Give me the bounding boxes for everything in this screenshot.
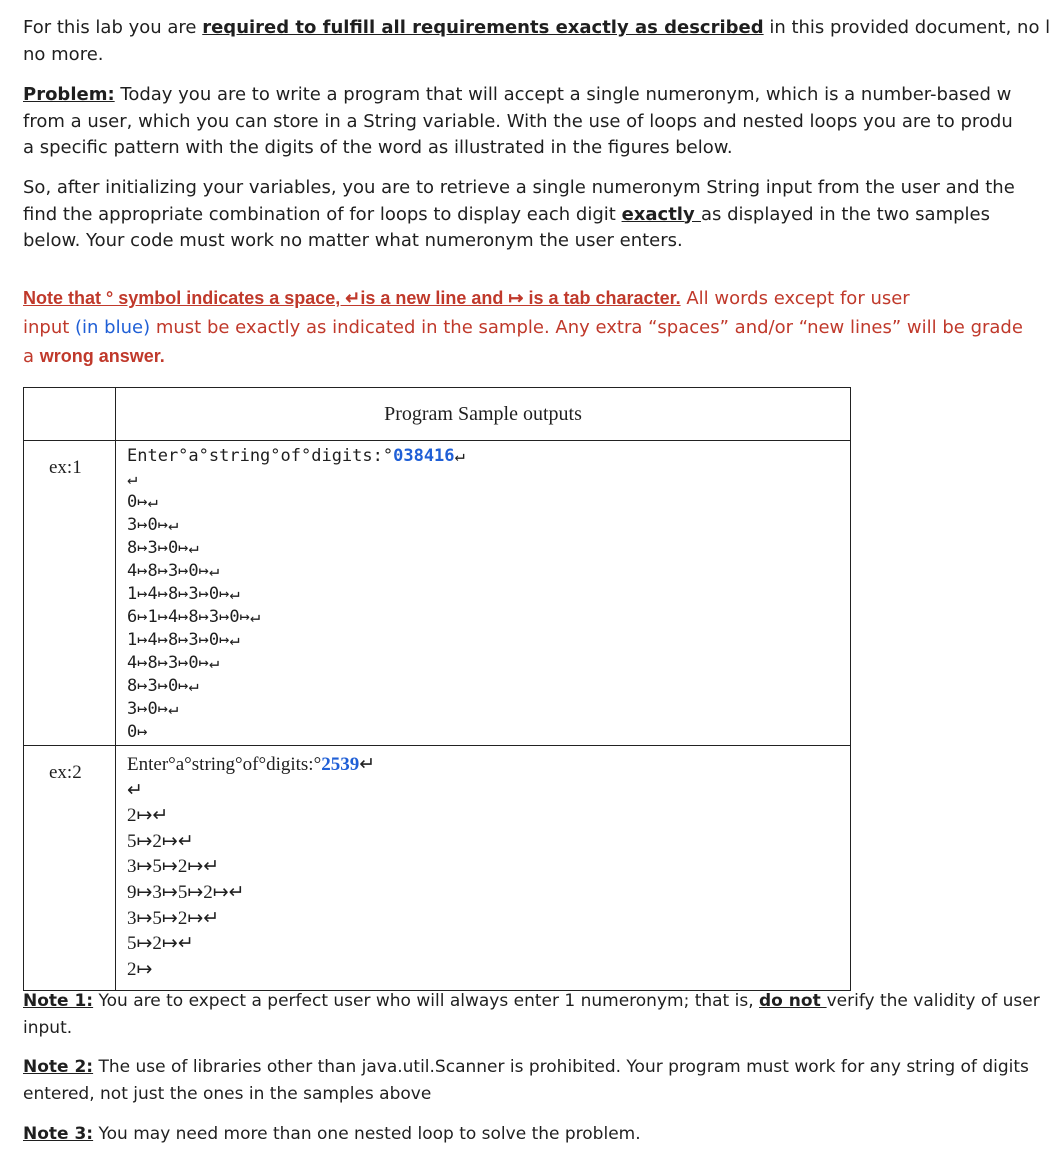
output-line: 8↦3↦0↦↵ bbox=[127, 538, 199, 558]
output-line: 1↦4↦8↦3↦0↦↵ bbox=[127, 584, 240, 604]
symbols-legend: Note that ° symbol indicates a space, ↵is a new line and ↦ is a tab character. bbox=[23, 288, 681, 308]
instructions-paragraph bbox=[23, 175, 1015, 255]
wrong-answer-label: wrong answer. bbox=[39, 346, 165, 366]
table-header-row bbox=[24, 388, 851, 441]
problem-line-2: from a user, which you can store in a String variable. With the use of loops and nested loops you are to produ bbox=[23, 110, 1013, 132]
note-1-text-end: verify the validity of user bbox=[826, 991, 1040, 1011]
output-line: ↵ bbox=[127, 469, 138, 489]
instructions-line-2: find the appropriate combination of for loops to display each digit bbox=[23, 203, 622, 225]
symbols-note-line-2-end: must be exactly as indicated in the sample. Any extra “spaces” and/or “new lines” will be grade bbox=[150, 317, 1023, 338]
prompt-line: Enter°a°string°of°digits:°038416↵ bbox=[127, 446, 465, 466]
problem-label: Problem: bbox=[23, 84, 115, 105]
symbols-note-line-2: input bbox=[23, 317, 76, 338]
user-input: 038416 bbox=[393, 446, 455, 466]
output-line: 6↦1↦4↦8↦3↦0↦↵ bbox=[127, 607, 261, 627]
output-line: 4↦8↦3↦0↦↵ bbox=[127, 653, 220, 673]
instructions-line-1: So, after initializing your variables, you are to retrieve a single numeronym String input from the user and the bbox=[23, 177, 1015, 198]
output-line: 9↦3↦5↦2↦↵ bbox=[127, 881, 245, 903]
note-1-label: Note 1: bbox=[23, 991, 94, 1011]
note-3-text: You may need more than one nested loop to solve the problem. bbox=[93, 1124, 641, 1144]
example-label: ex:1 bbox=[24, 441, 116, 746]
intro-text: For this lab you are bbox=[23, 17, 203, 38]
instructions-line-3: below. Your code must work no matter what numeronym the user enters. bbox=[23, 230, 683, 251]
table-header: Program Sample outputs bbox=[116, 388, 851, 441]
note-2-label: Note 2: bbox=[23, 1057, 94, 1077]
intro-paragraph bbox=[23, 15, 1050, 68]
instructions-line-2-end: as displayed in the two samples bbox=[700, 203, 990, 225]
intro-emphasis: required to fulfill all requirements exactly as described bbox=[202, 17, 764, 38]
example-label: ex:2 bbox=[24, 746, 116, 991]
output-line: 4↦8↦3↦0↦↵ bbox=[127, 561, 220, 581]
output-line: 3↦0↦↵ bbox=[127, 699, 179, 719]
user-input: 2539 bbox=[321, 754, 360, 775]
output-line: ↵ bbox=[127, 779, 143, 801]
output-line: 5↦2↦↵ bbox=[127, 933, 194, 955]
note-3-label: Note 3: bbox=[23, 1124, 94, 1144]
symbols-note-line-3: a bbox=[23, 346, 40, 367]
output-lines bbox=[127, 778, 850, 983]
output-line: 1↦4↦8↦3↦0↦↵ bbox=[127, 630, 240, 650]
note-1-line-2: input. bbox=[23, 1017, 73, 1038]
output-line: 0↦ bbox=[127, 722, 148, 742]
note-3 bbox=[23, 1121, 983, 1148]
symbols-note-text: All words except for user bbox=[680, 288, 910, 309]
intro-text-end: in this provided document, no l bbox=[763, 17, 1050, 38]
prompt-line: Enter°a°string°of°digits:°2539↵ bbox=[127, 754, 376, 775]
problem-line-1: Today you are to write a program that will accept a single numeronym, which is a number-based w bbox=[114, 84, 1012, 105]
note-1-text: You are to expect a perfect user who will always enter 1 numeronym; that is, bbox=[93, 991, 760, 1011]
in-blue-label: (in blue) bbox=[75, 317, 151, 338]
example-1-output bbox=[116, 441, 851, 746]
note-2-line-2: entered, not just the ones in the samples above bbox=[23, 1083, 432, 1104]
example-2-output bbox=[116, 746, 851, 991]
output-line: 5↦2↦↵ bbox=[127, 830, 194, 852]
problem-line-3: a specific pattern with the digits of the word as illustrated in the figures below. bbox=[23, 137, 733, 158]
instructions-emphasis: exactly bbox=[621, 203, 701, 225]
output-line: 2↦ bbox=[127, 958, 153, 980]
output-line: 3↦0↦↵ bbox=[127, 515, 179, 535]
output-line: 8↦3↦0↦↵ bbox=[127, 676, 199, 696]
output-line: 3↦5↦2↦↵ bbox=[127, 856, 220, 878]
table-row bbox=[24, 441, 851, 746]
note-1 bbox=[23, 988, 1040, 1041]
output-lines bbox=[127, 468, 850, 744]
note-1-emphasis: do not bbox=[759, 991, 827, 1011]
output-line: 3↦5↦2↦↵ bbox=[127, 907, 220, 929]
sample-outputs-table bbox=[23, 387, 851, 991]
intro-line-2: no more. bbox=[23, 43, 104, 65]
note-2-text: The use of libraries other than java.util.Scanner is prohibited. Your program must work for any string of digits bbox=[93, 1057, 1029, 1077]
header-blank-cell bbox=[24, 388, 116, 441]
note-2 bbox=[23, 1054, 1029, 1107]
output-line: 0↦↵ bbox=[127, 492, 158, 512]
output-line: 2↦↵ bbox=[127, 805, 169, 827]
table-row bbox=[24, 746, 851, 991]
problem-paragraph bbox=[23, 82, 1013, 162]
symbols-note bbox=[23, 284, 1023, 371]
